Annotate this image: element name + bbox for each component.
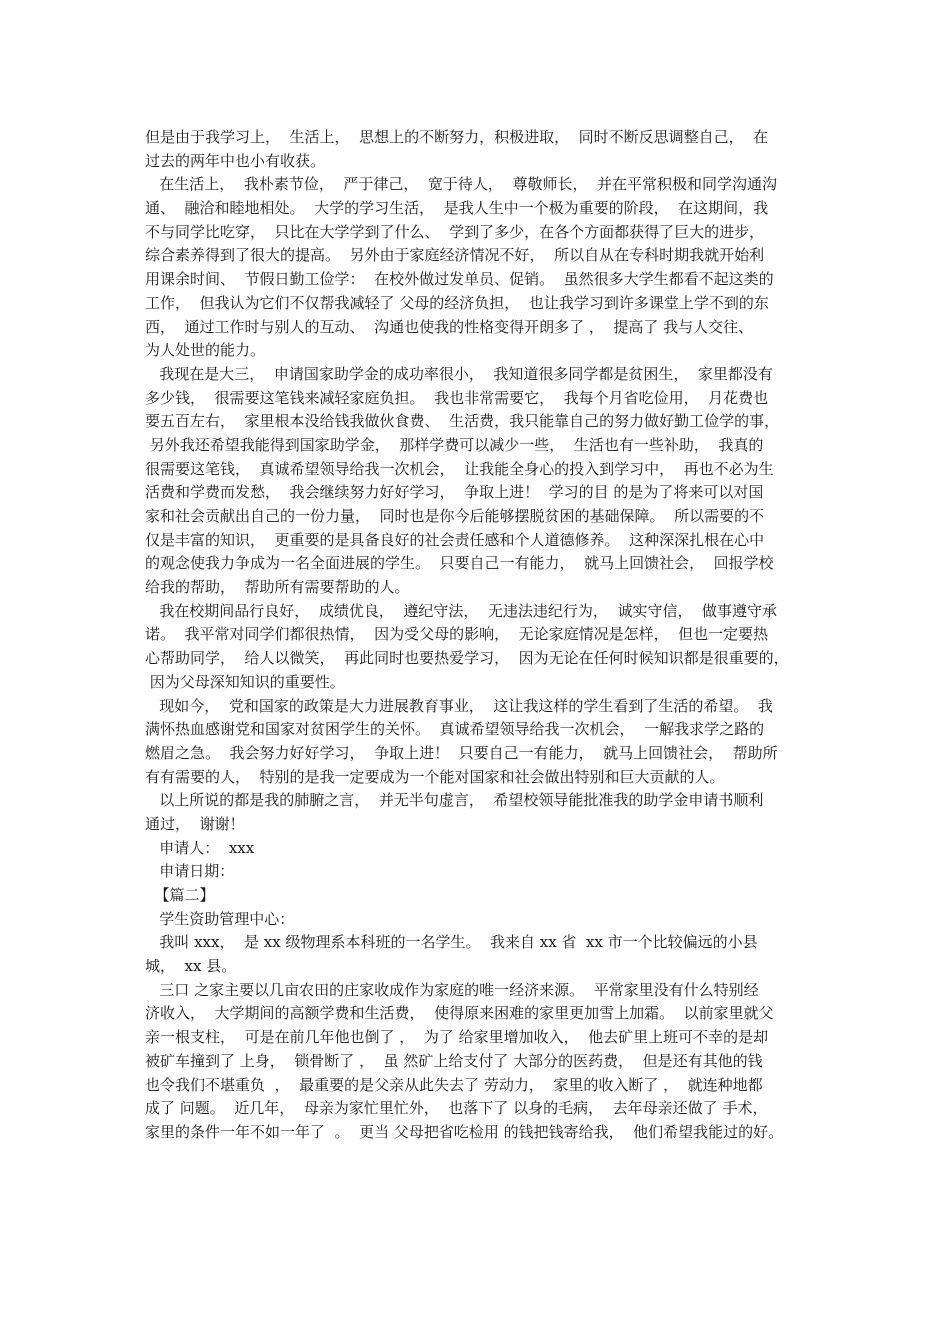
text-line: 济收入， 大学期间的高额学费和生活费， 使得原来困难的家里更加雪上加霜。 以前家里就父 xyxy=(145,1004,774,1023)
text-line: 有有需要的人， 特别的是我一定要成为一个能对国家和社会做出特别和巨大贡献的人。 xyxy=(145,767,725,786)
text-line: 另外我还希望我能得到国家助学金， 那样学费可以减少一些， 生活也有一些补助， 我真的 xyxy=(145,435,764,454)
text-line: 我现在是大三， 申请国家助学金的成功率很小， 我知道很多同学都是贫困生， 家里都没有 xyxy=(145,364,773,383)
text-line: 以上所说的都是我的肺腑之言， 并无半句虚言， 希望校领导能批准我的助学金申请书顺利 xyxy=(145,791,764,810)
text-line: 仅是丰富的知识， 更重要的是具备良好的社会责任感和个人道德修养。 这种深深扎根在心中 xyxy=(145,530,765,549)
text-line: 很需要这笔钱， 真诚希望领导给我一次机会， 让我能全身心的投入到学习中， 再也不必为生 xyxy=(145,459,774,478)
applicant-line: 申请人： xxx xyxy=(145,838,255,857)
text-line: 因为父母深知知识的重要性。 xyxy=(145,672,345,691)
text-line: 的观念使我力争成为一名全面进展的学生。 只要自己一有能力， 就马上回馈社会， 回报学校 xyxy=(145,554,774,573)
text-line: 用课余时间、 节假日勤工俭学： 在校外做过发单员、促销。 虽然很多大学生都看不起这类的 xyxy=(145,270,774,289)
text-line: 三口 之家主要以几亩农田的庄家收成作为家庭的唯一经济来源。 平常家里没有什么特别经 xyxy=(145,980,759,999)
salutation: 学生资助管理中心： xyxy=(145,909,295,928)
text-line: 家里的条件一年不如一年了 。 更当 父母把省吃检用 的钱把钱寄给我， 他们希望我能过的好。 xyxy=(145,1122,784,1141)
text-line: 也令我们不堪重负 ， 最重要的是父亲从此失去了 劳动力， 家里的收入断了 ， 就连种地都 xyxy=(145,1075,763,1094)
text-line: 诺。 我平常对同学们都很热情， 因为受父母的影响， 无论家庭情况是怎样， 但也一定要热 xyxy=(145,625,769,644)
text-line: 城， xx 县。 xyxy=(145,957,237,976)
text-line: 要五百左右， 家里根本没给钱我做伙食费、 生活费，我只能靠自己的努力做好勤工俭学的事， xyxy=(145,412,780,431)
application-date-line: 申请日期： xyxy=(145,862,235,881)
text-line: 过去的两年中也小有收获。 xyxy=(145,151,326,170)
text-line: 不与同学比吃穿， 只比在大学学到了什么、 学到了多少，在各个方面都获得了巨大的进步， xyxy=(145,222,765,241)
section-heading: 【篇二】 xyxy=(145,886,215,904)
text-line: 家和社会贡献出自己的一份力量， 同时也是你今后能够摆脱贫困的基础保障。 所以需要的不 xyxy=(145,507,765,525)
text-line: 为人处世的能力。 xyxy=(145,341,266,360)
text-line: 被矿车撞到了 上身， 锁骨断了 ， 虽 然矿上给支付了 大部分的医药费， 但是还有其他的钱 xyxy=(145,1051,763,1070)
document-body xyxy=(145,126,825,1145)
text-line: 满怀热血感谢党和国家对贫困学生的关怀。 真诚希望领导给我一次机会， 一解我求学之路的 xyxy=(145,720,765,739)
text-line: 但是由于我学习上， 生活上， 思想上的不断努力，积极进取， 同时不断反思调整自己， 在 xyxy=(145,128,769,146)
text-line: 成了 问题。 近几年， 母亲为家忙里忙外， 也落下了 以身的毛病， 去年母亲还做了 手术， xyxy=(145,1099,768,1118)
text-line: 燃眉之急。 我会努力好好学习， 争取上进！ 只要自己一有能力， 就马上回馈社会， 帮助所 xyxy=(145,743,778,762)
text-line: 给我的帮助， 帮助所有需要帮助的人。 xyxy=(145,578,410,597)
text-line: 心帮助同学， 给人以微笑， 再此同时也要热爱学习， 因为无论在任何时候知识都是很重要的， xyxy=(145,649,789,668)
text-line: 综合素养得到了很大的提高。 另外由于家庭经济情况不好， 所以自从在专科时期我就开始利 xyxy=(145,246,765,265)
text-line: 工作， 但我认为它们不仅帮我减轻了 父母的经济负担， 也让我学习到许多课堂上学不到的东 xyxy=(145,293,769,312)
text-line: 通过， 谢谢！ xyxy=(145,814,245,833)
text-line: 我叫 xxx， 是 xx 级物理系本科班的一名学生。 我来自 xx 省 xx 市一个比较偏远的小县 xyxy=(145,933,758,952)
text-line: 我在校期间品行良好， 成绩优良， 遵纪守法， 无违法违纪行为， 诚实守信， 做事遵守承 xyxy=(145,601,777,620)
text-line: 西， 通过工作时与别人的互动、 沟通也使我的性格变得开朗多了 ， 提高了 我与人交往、 xyxy=(145,317,754,336)
text-line: 亲一根支柱， 可是在前几年他也倒了 ， 为了 给家里增加收入， 他去矿里上班可不幸的是却 xyxy=(145,1028,769,1047)
text-line: 在生活上， 我朴素节俭， 严于律己， 宽于待人， 尊敬师长， 并在平常积极和同学沟通沟 xyxy=(145,175,777,194)
text-line: 活费和学费而发愁， 我会继续努力好好学习， 争取上进！ 学习的目 的是为了将来可以对国 xyxy=(145,483,764,502)
text-line: 多少钱， 很需要这笔钱来减轻家庭负担。 我也非常需要它， 我每个月省吃俭用， 月花费也 xyxy=(145,388,769,407)
text-line: 现如今， 党和国家的政策是大力进展教育事业， 这让我这样的学生看到了生活的希望。 我 xyxy=(145,696,773,715)
text-line: 通、 融洽和睦地相处。 大学的学习生活， 是我人生中一个极为重要的阶段， 在这期间，我 xyxy=(145,199,769,218)
